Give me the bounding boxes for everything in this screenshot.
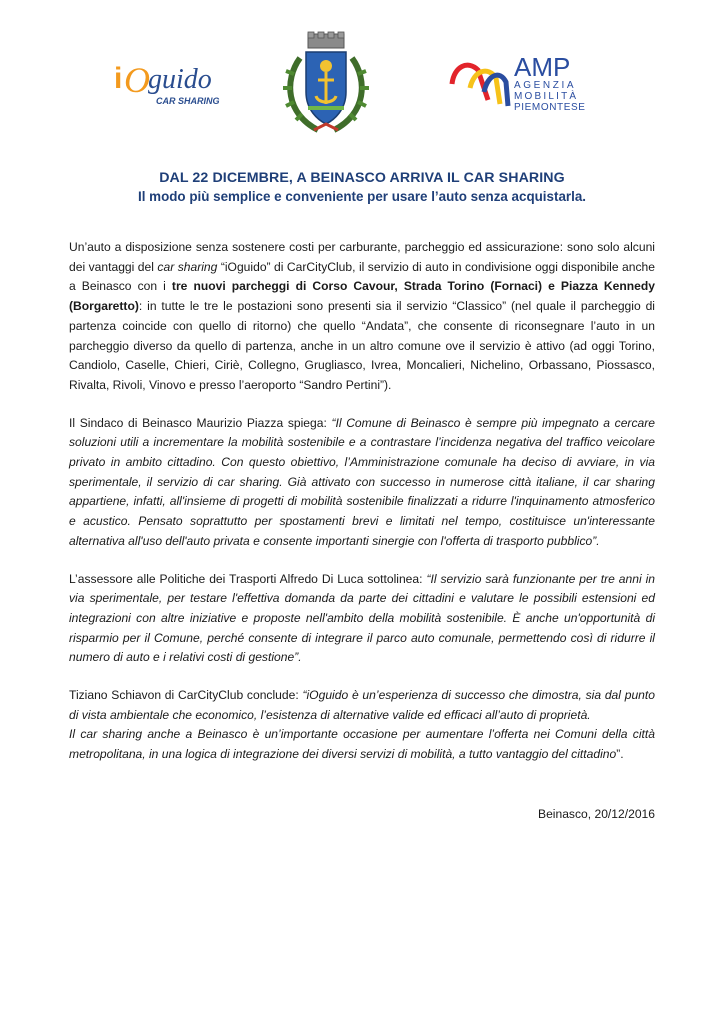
paragraph-carcityclub [69,686,655,765]
logo-bar [0,30,724,140]
p4-close: ”. [616,747,624,762]
paragraph-mayor [69,414,655,552]
p4-quote-2: Il car sharing anche a Beinasco è un’importante occasione per aumentare l’offerta nei Comuni della città metropolitana, in una logica di integrazione dei diversi servizi di mobilità, a tutto vantaggio del cittadino [69,727,655,762]
page-subtitle: Il modo più semplice e conveniente per usare l’auto senza acquistarla. [138,189,586,204]
p3-intro: L’assessore alle Politiche dei Trasporti Alfredo Di Luca sottolinea: [69,571,427,586]
p1-text-1: Un’auto a disposizione senza sostenere costi per carburante, parcheggio ed assicurazione: sono solo alcuni dei vantaggi del [69,240,655,274]
paragraph-intro [69,238,655,396]
page-title: DAL 22 DICEMBRE, A BEINASCO ARRIVA IL CAR SHARING [159,170,565,186]
p2-quote: “Il Comune di Beinasco è sempre più impegnato a cercare soluzioni utili a incrementare la mobilità sostenibile e a contrastare l’incidenza negativa del traffico veicolare privato in ambito cittadino. Con questo obiettivo, l’Amministrazione comunale ha deciso di avviare, in via sperimentale, il servizio di car sharing. Già attivato con successo in numerose città italiane, il car sharing appartiene, infatti, all'insieme di progetti di mobilità sostenibile finalizzati a ridurre l'inquinamento atmosferico e acustico. Pensato soprattutto per spostamenti brevi e limitati nel tempo, costituisce un'interessante alternativa all'uso dell'auto privata e consente importanti sinergie con l'offerta di trasporto pubblico”. [69,415,655,548]
document-date: Beinasco, 20/12/2016 [538,807,655,821]
amp-line2: MOBILITÀ [514,91,579,102]
p4-intro: Tiziano Schiavon di CarCityClub conclude: [69,688,303,703]
p3-quote: “Il servizio sarà funzionante per tre anni in via sperimentale, per testare l'effettiva domanda da parte dei cittadini e valutare le possibili estensioni ed integrazioni con altre iniziative e proposte nell'ambito della mobilità sostenibile. È anche un'opportunità di risparmio per il Comune, perché consente di integrare il parco auto comunale, permettendo così di ridurre il numero di auto e i relativi costi di gestione”. [69,571,655,665]
ioguido-logo-graphic [114,54,234,114]
ioguido-o: O [124,60,150,100]
ioguido-i: i [114,62,123,95]
p1-italic: car sharing [157,259,218,274]
crest-icon [278,30,374,138]
amp-title: AMP [514,52,571,82]
ioguido-wordmark: guido [148,64,212,95]
amp-line1: AGENZIA [514,80,577,91]
amp-logo-graphic [448,48,628,116]
article-body [69,238,655,783]
p1-text-2: “iOguido” di CarCityClub, il servizio di auto in condivisione oggi disponibile anche a Beinasco con i [69,259,655,294]
ioguido-logo [114,54,234,114]
beinasco-crest [278,30,374,138]
ioguido-subtitle: CAR SHARING [156,96,220,106]
p4-quote-1: “iOguido è un’esperienza di successo che dimostra, sia dal punto di vista ambientale che economico, l’esistenza di alternative valide ed efficaci all’auto di proprietà. [69,688,655,722]
paragraph-assessor [69,570,655,669]
p1-text-3: : in tutte le tre le postazioni sono presenti sia il servizio “Classico” (nel quale il parcheggio di partenza coincide con quello di ritorno) che quello “Andata”, che consente di riconsegnare l’auto in un parcheggio diverso da quello di partenza, anche in un altro comune ove il servizio è attivo (ad oggi Torino, Candiolo, Caselle, Chieri, Ciriè, Collegno, Grugliasco, Ivrea, Moncalieri, Nichelino, Orbassano, Piossasco, Rivalta, Rivoli, Vinovo e presso l’aeroporto “Sandro Pertini”). [69,299,655,392]
p2-intro: Il Sindaco di Beinasco Maurizio Piazza spiega: [69,415,332,430]
p1-bold-locations: tre nuovi parcheggi di Corso Cavour, Strada Torino (Fornaci) e Piazza Kennedy (Borgaretto) [69,279,656,314]
amp-line3: PIEMONTESE [514,102,586,113]
amp-logo [448,48,628,116]
